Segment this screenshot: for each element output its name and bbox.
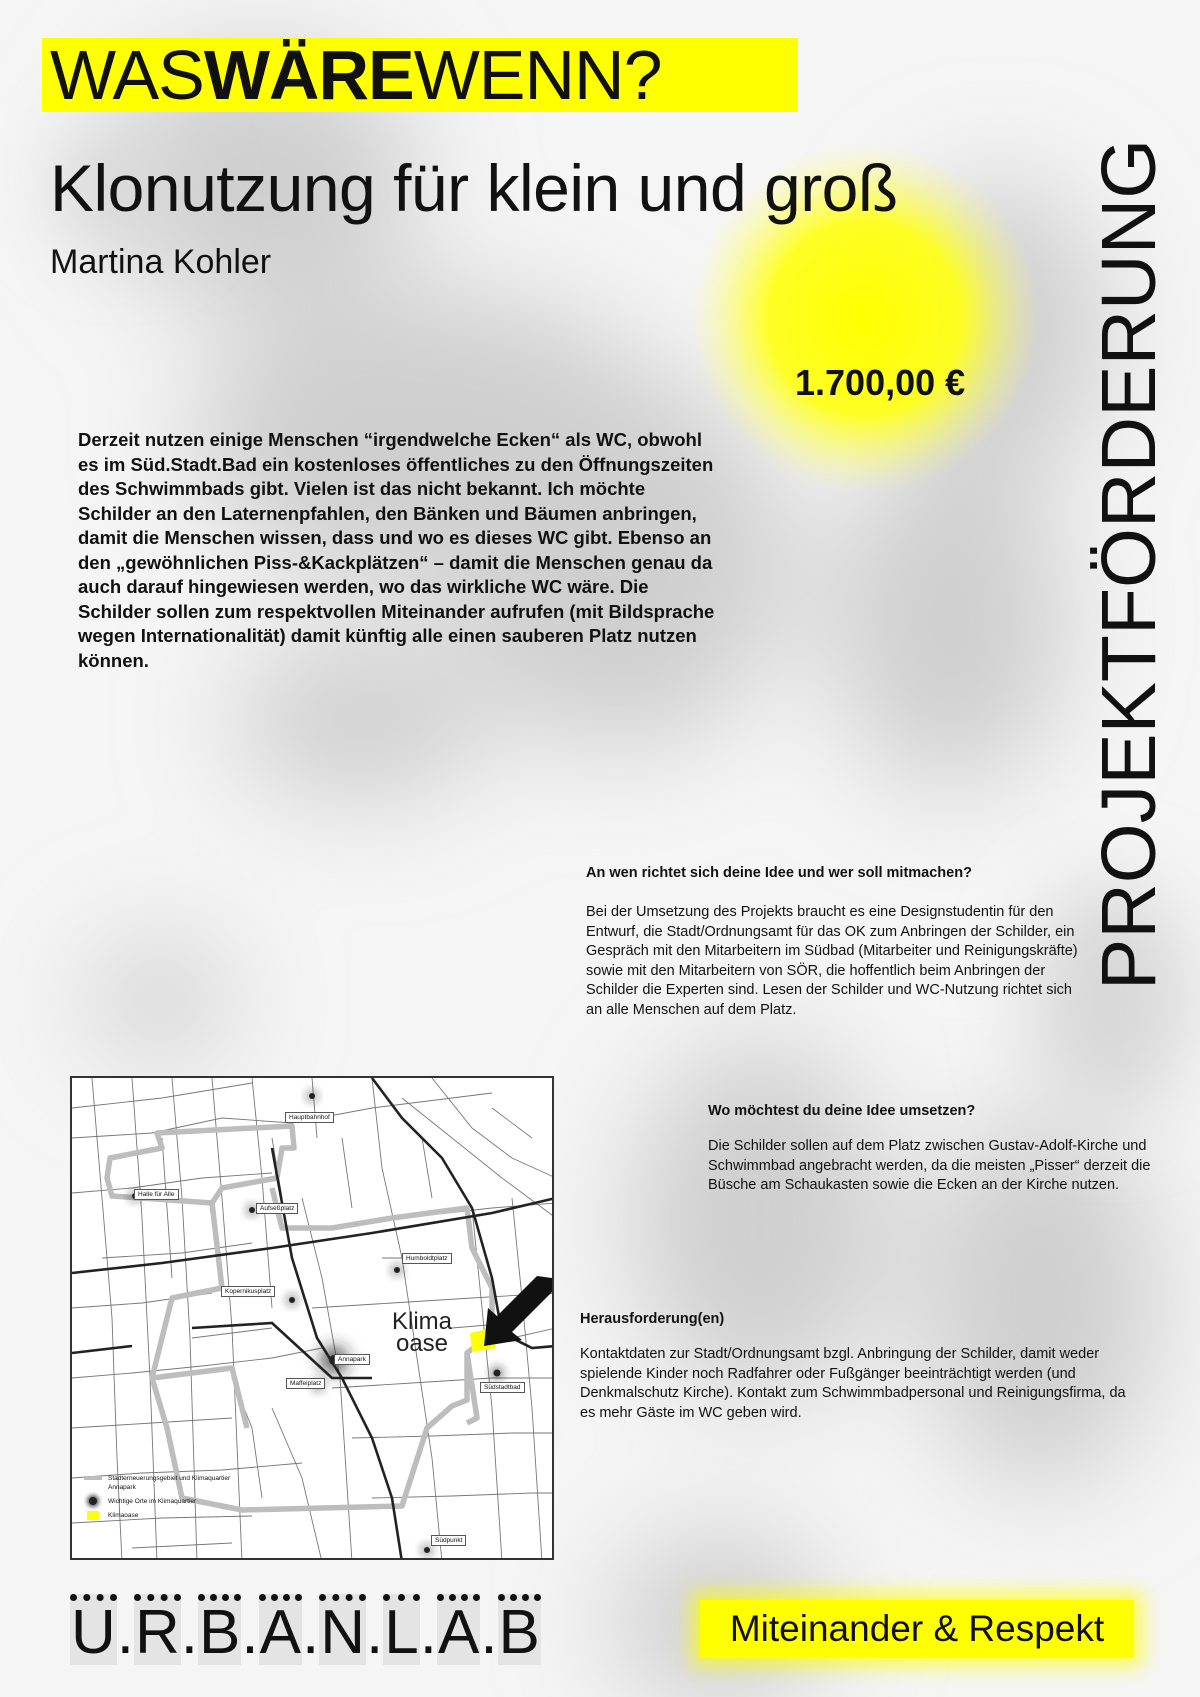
question-heading-location: Wo möchtest du deine Idee umsetzen? <box>708 1103 976 1119</box>
legend-item-places <box>84 1497 238 1506</box>
urbanlab-dot: . <box>366 1598 384 1667</box>
motto-badge: Miteinander & Respekt <box>700 1600 1134 1658</box>
urbanlab-dot: . <box>419 1598 437 1667</box>
headline-banner <box>42 38 798 112</box>
legend-text-klimaoase: Klimaoase <box>108 1512 139 1519</box>
urbanlab-letter-r: R <box>134 1594 181 1665</box>
map-label-annapark: Annapark <box>334 1354 370 1365</box>
headline-part-waere: WÄRE <box>203 38 414 112</box>
question-heading-audience: An wen richtet sich deine Idee und wer soll mitmachen? <box>586 865 972 881</box>
author-name: Martina Kohler <box>50 243 272 281</box>
question-text-location: Die Schilder sollen auf dem Platz zwischen Gustav-Adolf-Kirche und Schwimmbad angebracht werden, da die meisten „Pisser“ derzeit die Büsche am Schaukasten sowie die Ecken an der Kirche nutzen. <box>708 1138 1151 1193</box>
legend-text-places: Wichtige Orte im Klimaquartier <box>108 1498 197 1505</box>
vertical-label: PROJEKTFÖRDERUNG <box>1086 138 1173 990</box>
urbanlab-letter-a: A <box>259 1594 302 1665</box>
question-text-audience: Bei der Umsetzung des Projekts braucht es eine Designstudentin für den Entwurf, die Stadt/Ordnungsamt für das OK zum Anbringen der Schilder, ein Gespräch mit den Mitarbeitern im Südbad (Mitarbeiter und Reinigungskräfte) sowie mit den Mitarbeitern von SÖR, die hoffentlich beim Anbringen der Schilder die Experten sind. Lesen der Schilder und WC-Nutzung richtet sich an alle Menschen auf dem Platz. <box>586 904 1078 1018</box>
headline-part-wenn: WENN? <box>413 38 662 112</box>
page-title: Klonutzung für klein und groß <box>50 151 898 225</box>
urbanlab-letter-n: N <box>319 1594 366 1665</box>
map-label-suedstadtbad: Südstadtbad <box>480 1382 525 1393</box>
urbanlab-dot: . <box>241 1598 259 1667</box>
map-label-maffeiplatz: Maffeiplatz <box>286 1378 325 1389</box>
map-label-halle-fuer-alle: Halle für Alle <box>134 1189 179 1200</box>
urbanlab-letter-a2: A <box>437 1594 480 1665</box>
map-label-kopernikusplatz: Kopernikusplatz <box>221 1286 275 1297</box>
urbanlab-letter-l: L <box>383 1594 419 1665</box>
map-label-suedpunkt: Südpunkt <box>431 1535 466 1546</box>
project-description: Derzeit nutzen einige Menschen “irgendwelche Ecken“ als WC, obwohl es im Süd.Stadt.Bad ein kostenloses öffentliches zu den Öffnungszeiten des Schwimmbads gibt. Vielen ist das nicht bekannt. Ich möchte Schilder an den Laternenpfahlen, den Bänken und Bäumen anbringen, damit die Menschen wissen, dass und wo es dieses WC gibt. Ebenso an den „gewöhnlichen Piss-&Kackplätzen“ – damit die Menschen genau da auch darauf hingewiesen werden, wo das wirkliche WC wäre. Die Schilder sollen zum respektvollen Miteinander aufrufen (mit Bildsprache wegen Internationalität) damit künftig alle einen sauberen Platz nutzen können. <box>78 429 715 671</box>
map-label-aufsessplatz: Aufseßplatz <box>256 1203 298 1214</box>
urbanlab-dot: . <box>480 1598 498 1667</box>
urbanlab-letter-u: U <box>70 1594 117 1665</box>
map-label-hauptbahnhof: Hauptbahnhof <box>285 1112 334 1123</box>
legend-yellow-swatch <box>84 1511 102 1520</box>
klima-oase-line1: Klima <box>392 1308 453 1335</box>
urbanlab-letter-b: B <box>198 1594 241 1665</box>
legend-line-swatch <box>84 1476 102 1480</box>
urbanlab-dot: . <box>180 1598 199 1667</box>
vertical-label-container <box>1086 34 1173 1094</box>
klima-oase-line2: oase <box>395 1330 449 1357</box>
urbanlab-logo <box>70 1594 541 1665</box>
question-heading-challenges: Herausforderung(en) <box>580 1311 725 1327</box>
urbanlab-letter-b2: B <box>498 1594 541 1665</box>
legend-item-klimaoase <box>84 1511 238 1520</box>
legend-item-area <box>84 1474 238 1492</box>
map-label-humboldtplatz: Humboldtplatz <box>402 1253 452 1264</box>
urbanlab-dot: . <box>116 1598 135 1667</box>
legend-text-area: Stadterneuerungsgebiet und Klimaquartier Annapark <box>108 1475 231 1491</box>
legend-dot-swatch <box>84 1497 102 1505</box>
question-text-challenges: Kontaktdaten zur Stadt/Ordnungsamt bzgl. Anbringung der Schilder, damit weder spielende Kinder noch Radfahrer oder Fußgänger beeinträchtigt werden (und Denkmalschutz Kirche). Kontakt zum Schwimmbadpersonal und Reinigungsfirma, da es mehr Gäste im WC geben wird. <box>580 1346 1126 1421</box>
klima-oase-label <box>392 1308 453 1357</box>
map-legend <box>84 1474 238 1525</box>
urbanlab-dot: . <box>301 1598 320 1667</box>
headline-part-was: WAS <box>50 38 204 112</box>
district-map <box>70 1076 554 1560</box>
funding-amount: 1.700,00 € <box>795 362 966 403</box>
